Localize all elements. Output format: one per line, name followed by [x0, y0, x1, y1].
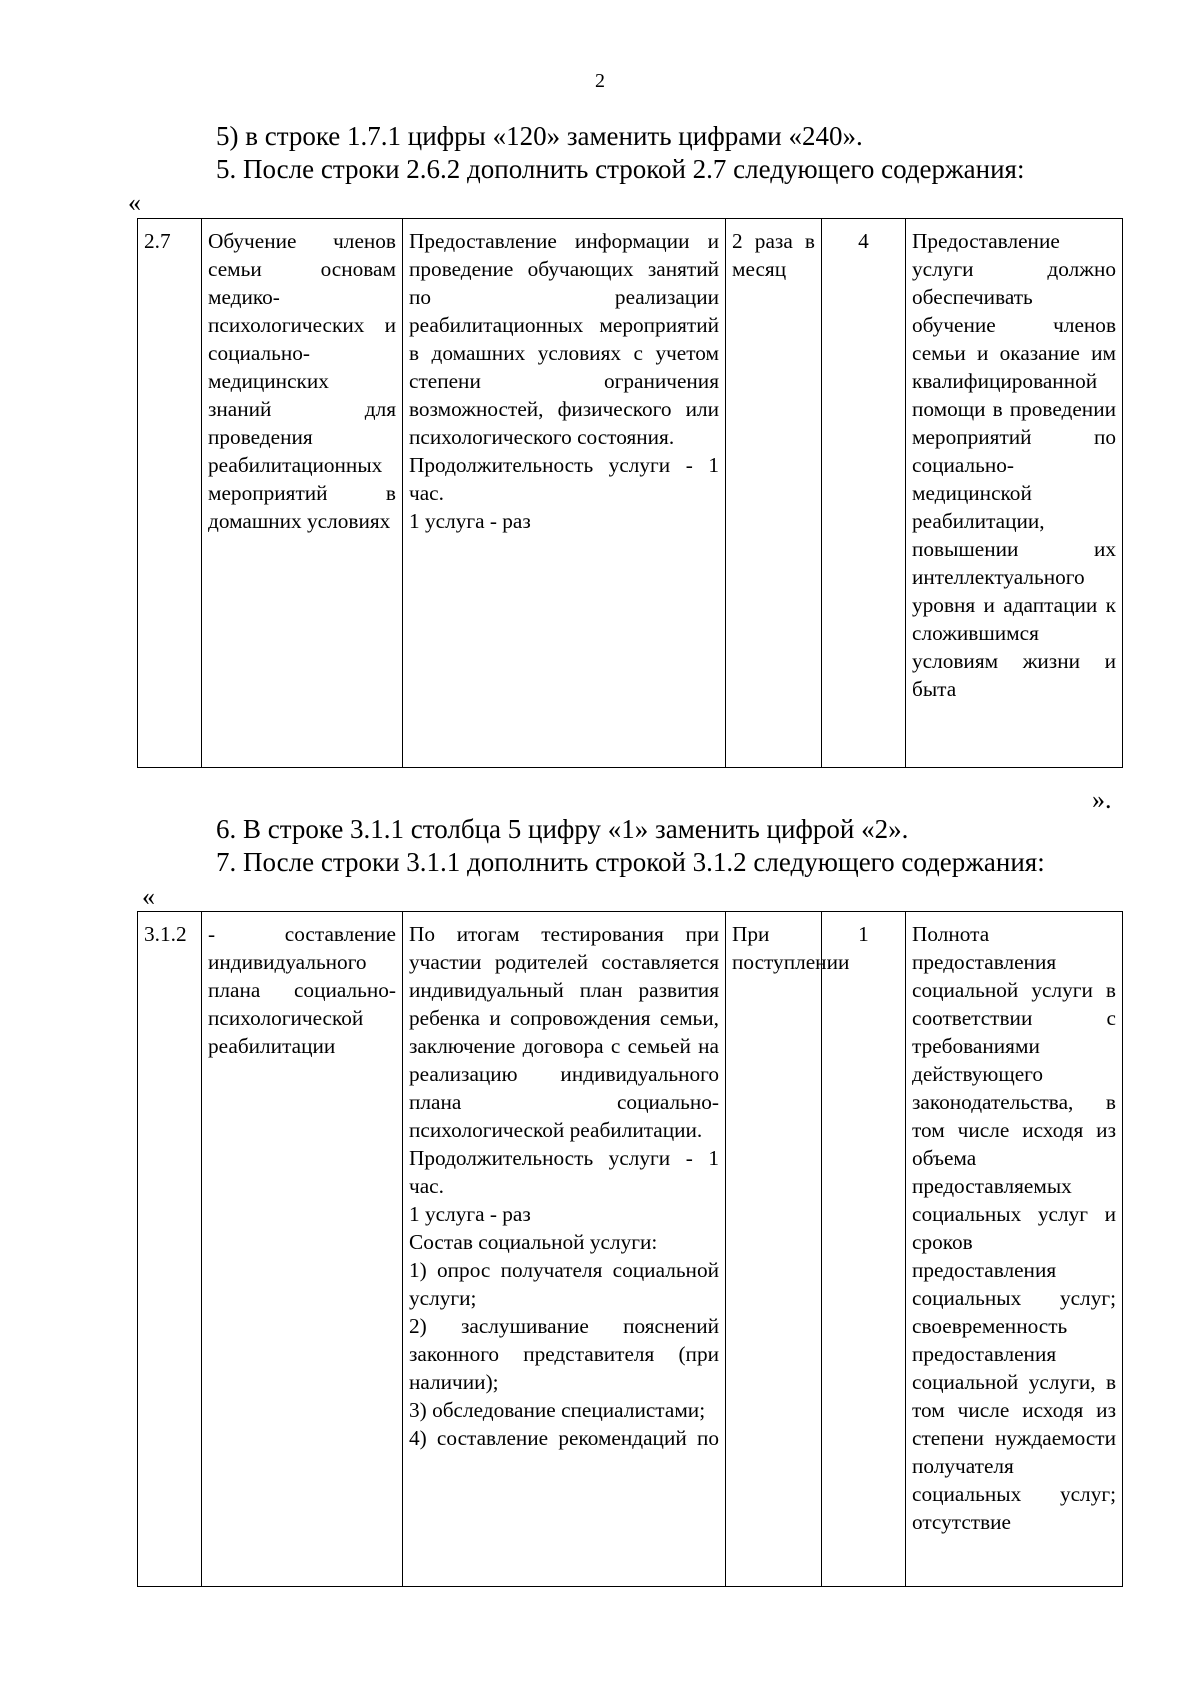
open-quote-1: « [128, 188, 141, 217]
cell-service-name: Обучение членов семьи основам медико-психологических и социально-медицинских знаний для проведения реабилитационных мероприятий в домашних условиях [202, 219, 403, 768]
desc-line: Продолжительность услуги - 1 час. [409, 453, 719, 505]
cell-service-description [403, 219, 726, 768]
desc-line: Состав социальной услуги: [409, 1230, 658, 1254]
paragraph-amendment-6: 6. В строке 3.1.1 столбца 5 цифру «1» заменить цифрой «2». [216, 814, 909, 844]
paragraph-amendment-5: 5. После строки 2.6.2 дополнить строкой 2.7 следующего содержания: [216, 154, 1025, 184]
paragraph-amendment-5-sub: 5) в строке 1.7.1 цифры «120» заменить цифрами «240». [216, 121, 863, 151]
desc-line: Предоставление информации и проведение обучающих занятий по реализации реабилитационных мероприятий в домашних условиях с учетом степени ограничения возможностей, физического или психологического состояния. [409, 229, 719, 449]
cell-count: 1 [822, 912, 906, 1587]
desc-line: 2) заслушивание пояснений законного представителя (при наличии); [409, 1314, 719, 1394]
cell-number: 3.1.2 [138, 912, 202, 1587]
close-quote-1: ». [1092, 785, 1112, 814]
cell-frequency: При поступлении [726, 912, 822, 1587]
desc-line: Продолжительность услуги - 1 час. [409, 1146, 719, 1198]
cell-service-description [403, 912, 726, 1587]
table-row-2-7 [137, 218, 1123, 768]
cell-frequency: 2 раза в месяц [726, 219, 822, 768]
table-row [138, 219, 1123, 768]
paragraph-amendment-7: 7. После строки 3.1.1 дополнить строкой 3.1.2 следующего содержания: [216, 847, 1045, 877]
table-row [138, 912, 1123, 1587]
desc-line: 1) опрос получателя социальной услуги; [409, 1258, 719, 1310]
desc-line: По итогам тестирования при участии родителей составляется индивидуальный план развития ребенка и сопровождения семьи, заключение договора с семьей на реализацию индивидуального плана социально-психологической реабилитации. [409, 922, 719, 1142]
desc-line: 1 услуга - раз [409, 509, 531, 533]
desc-line: 1 услуга - раз [409, 1202, 531, 1226]
desc-line: 4) составление рекомендаций по [409, 1426, 719, 1450]
open-quote-2: « [142, 882, 155, 911]
cell-count: 4 [822, 219, 906, 768]
desc-line: 3) обследование специалистами; [409, 1398, 706, 1422]
cell-number: 2.7 [138, 219, 202, 768]
cell-service-name: - составление индивидуального плана социально-психологической реабилитации [202, 912, 403, 1587]
table-row-3-1-2 [137, 911, 1123, 1587]
page-number: 2 [595, 70, 605, 92]
cell-quality-criteria: Предоставление услуги должно обеспечивать обучение членов семьи и оказание им квалифицированной помощи в проведении мероприятий по социально-медицинской реабилитации, повышении их интеллектуального уровня и адаптации к сложившимся условиям жизни и быта [906, 219, 1123, 768]
cell-quality-criteria: Полнота предоставления социальной услуги в соответствии с требованиями действующего законодательства, в том числе исходя из объема предоставляемых социальных услуг и сроков предоставления социальных услуг; своевременность предоставления социальной услуги, в том числе исходя из степени нуждаемости получателя социальных услуг; отсутствие [906, 912, 1123, 1587]
